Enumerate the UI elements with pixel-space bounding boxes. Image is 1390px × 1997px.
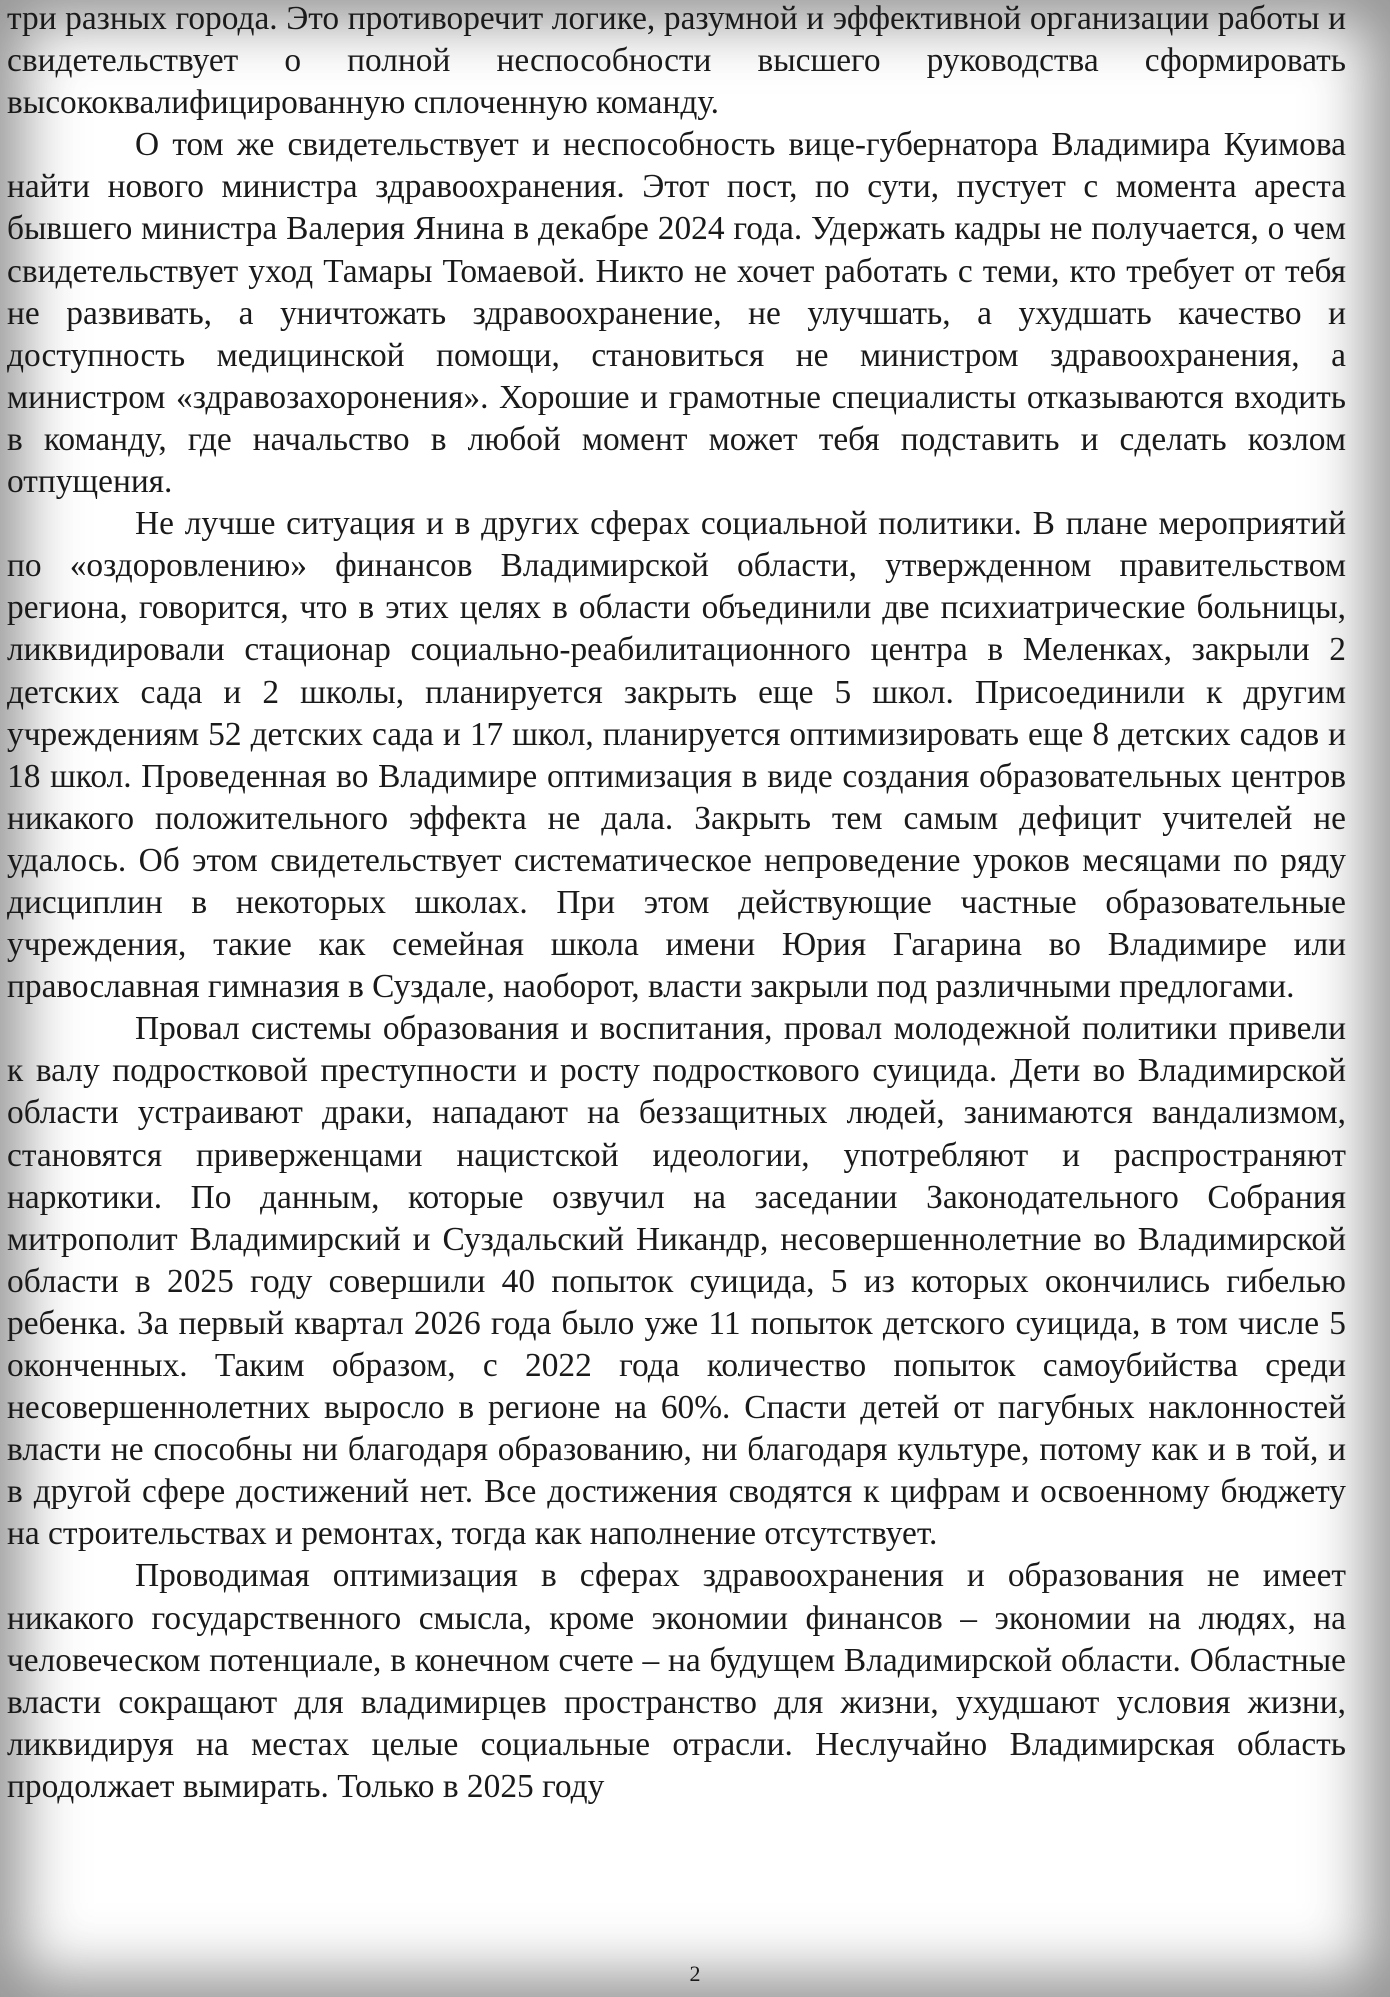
document-body — [7, 0, 1346, 1808]
paragraph-youth-policy: Провал системы образования и воспитания, провал молодежной политики привели к валу подростковой преступности и росту подросткового суицида. Дети во Владимирской области устраивают драки, нападают на беззащитных людей, занимаются вандализмом, становятся приверженцами нацистской идеологии, употребляют и распространяют наркотики. По данным, которые озвучил на заседании Законодательного Собрания митрополит Владимирский и Суздальский Никандр, несовершеннолетние во Владимирской области в 2025 году совершили 40 попыток суицида, 5 из которых окончились гибелью ребенка. За первый квартал 2026 года было уже 11 попыток детского суицида, в том числе 5 оконченных. Таким образом, с 2022 года количество попыток самоубийства среди несовершеннолетних выросло в регионе на 60%. Спасти детей от пагубных наклонностей власти не способны ни благодаря образованию, ни благодаря культуре, потому как и в той, и в другой сфере достижений нет. Все достижения сводятся к цифрам и освоенному бюджету на строительствах и ремонтах, тогда как наполнение отсутствует. — [7, 1010, 1346, 1553]
paragraph-continuation: три разных города. Это противоречит логике, разумной и эффективной организации работы и свидетельствует о полной неспособности высшего руководства сформировать высококвалифицированную сплоченную команду. — [7, 0, 1346, 122]
paragraph-social-policy: Не лучше ситуация и в других сферах социальной политики. В плане мероприятий по «оздоровлению» финансов Владимирской области, утвержденном правительством региона, говорится, что в этих целях в области объединили две психиатрические больницы, ликвидировали стационар социально-реабилитационного центра в Меленках, закрыли 2 детских сада и 2 школы, планируется закрыть еще 5 школ. Присоединили к другим учреждениям 52 детских сада и 17 школ, планируется оптимизировать еще 8 детских садов и 18 школ. Проведенная во Владимире оптимизация в виде создания образовательных центров никакого положительного эффекта не дала. Закрыть тем самым дефицит учителей не удалось. Об этом свидетельствует систематическое непроведение уроков месяцами по ряду дисциплин в некоторых школах. При этом действующие частные образовательные учреждения, такие как семейная школа имени Юрия Гагарина во Владимире или православная гимназия в Суздале, наоборот, власти закрыли под различными предлогами. — [7, 505, 1346, 1006]
paragraph-health-minister: О том же свидетельствует и неспособность вице-губернатора Владимира Куимова найти нового министра здравоохранения. Этот пост, по сути, пустует с момента ареста бывшего министра Валерия Янина в декабре 2024 года. Удержать кадры не получается, о чем свидетельствует уход Тамары Томаевой. Никто не хочет работать с теми, кто требует от тебя не развивать, а уничтожать здравоохранение, не улучшать, а ухудшать качество и доступность медицинской помощи, становиться не министром здравоохранения, а министром «здравозахоронения». Хорошие и грамотные специалисты отказываются входить в команду, где начальство в любой момент может тебя подставить и сделать козлом отпущения. — [7, 126, 1346, 501]
paragraph-optimization: Проводимая оптимизация в сферах здравоохранения и образования не имеет никакого государственного смысла, кроме экономии финансов – экономии на людях, на человеческом потенциале, в конечном счете – на будущем Владимирской области. Областные власти сокращают для владимирцев пространство для жизни, ухудшают условия жизни, ликвидируя на местах целые социальные отрасли. Неслучайно Владимирская область продолжает вымирать. Только в 2025 году — [7, 1557, 1346, 1805]
page-number: 2 — [689, 1961, 701, 1986]
